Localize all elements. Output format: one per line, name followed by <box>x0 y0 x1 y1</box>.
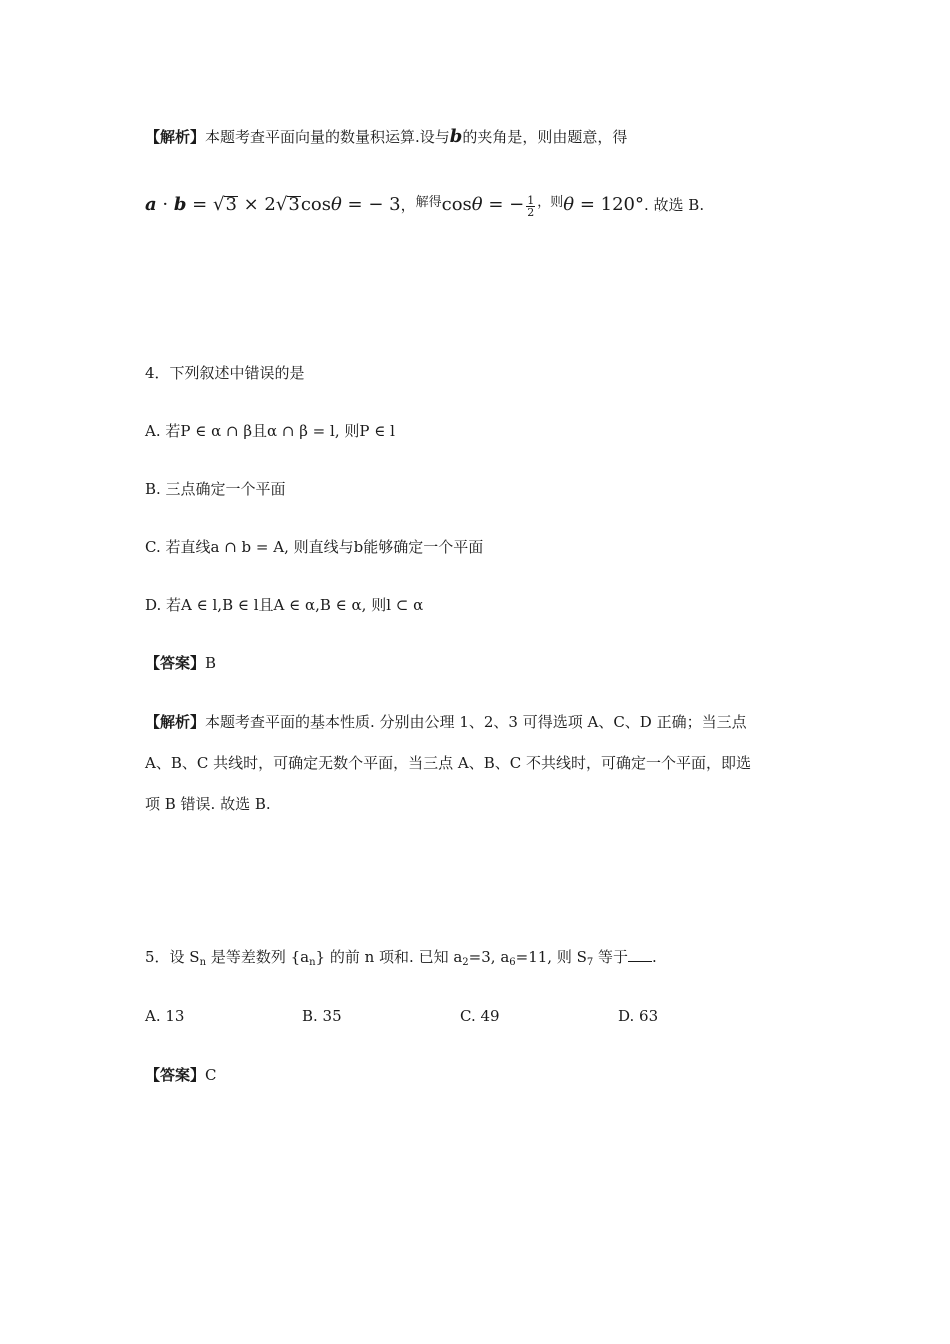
q4-title: 4．下列叙述中错误的是 <box>145 364 305 382</box>
q4-analysis-line-1 <box>145 711 747 733</box>
q5-option-d: D. 63 <box>618 1007 659 1025</box>
q5-sub-2: 2 <box>462 957 469 968</box>
q3-eq-res: = − 3 <box>341 194 401 215</box>
q3-eq-theta3: θ <box>563 194 575 215</box>
q3-analysis-intro: 本题考查平面向量的数量积运算.设与 <box>205 128 450 146</box>
q3-eq-comma1: ， <box>400 196 416 214</box>
q4-answer-tag: 【答案】 <box>145 654 206 672</box>
q5-answer-tag: 【答案】 <box>145 1066 206 1084</box>
q3-equation-line <box>145 192 704 218</box>
q5-option-b: B. 35 <box>302 1007 342 1025</box>
q3-sqrt-sign-2: √ <box>275 194 288 215</box>
q3-sqrt3-b: 3 <box>288 194 300 215</box>
q5-sub-n1: n <box>199 957 207 968</box>
q3-sqrt3-a: 3 <box>225 194 237 215</box>
q3-eq-b: b <box>173 194 187 215</box>
q3-eq-comma2: ，则 <box>537 195 564 210</box>
q3-eq-theta1: θ <box>330 194 342 215</box>
q3-eq-times: × 2 <box>237 194 276 215</box>
q4-analysis-line-3: 项 B 错误. 故选 B. <box>145 795 271 813</box>
q5-sub-n2: n <box>309 957 316 968</box>
q3-eq-120: = 120° <box>574 194 644 215</box>
q4-analysis-tag: 【解析】 <box>145 713 206 731</box>
q5-title-e: =11, 则 S <box>515 948 587 966</box>
q3-eq-solve: 解得 <box>415 195 442 210</box>
q5-title-b: 是等差数列 {a <box>206 948 310 966</box>
q3-eq-theta2: θ <box>471 194 483 215</box>
q5-answer-value: C <box>205 1066 217 1084</box>
q5-title-g: . <box>652 948 657 966</box>
q3-eq-mid1: = <box>186 194 213 215</box>
q4-answer-value: B <box>205 654 217 672</box>
q5-title-a: 5．设 S <box>145 948 200 966</box>
q4-analysis-text-1: 本题考查平面的基本性质. 分别由公理 1、2、3 可得选项 A、C、D 正确；当三点 <box>205 713 747 731</box>
q5-option-a: A. 13 <box>145 1007 185 1025</box>
q5-title-c: } 的前 n 项和. 已知 a <box>315 948 463 966</box>
q5-sub-7: 7 <box>586 957 594 968</box>
q5-sub-6: 6 <box>509 957 516 968</box>
q3-analysis-tag: 【解析】 <box>145 128 206 146</box>
q3-frac-den: 2 <box>527 205 535 219</box>
q3-eq-cos: cos <box>300 194 331 215</box>
q5-answer-blank <box>628 947 652 962</box>
q3-sqrt-sign-1: √ <box>212 194 225 215</box>
q4-option-c: C. 若直线a ∩ b = A, 则直线与b能够确定一个平面 <box>145 538 484 556</box>
q3-eq-end: . 故选 B. <box>644 196 705 214</box>
q4-option-b: B. 三点确定一个平面 <box>145 480 286 498</box>
q3-eq-dot: · <box>156 194 174 215</box>
q3-frac-num: 1 <box>527 193 535 207</box>
q5-title-d: =3, a <box>468 948 510 966</box>
q5-answer <box>145 1064 217 1086</box>
q3-vector-b: b <box>449 126 463 147</box>
q5-title <box>145 946 657 974</box>
q5-option-c: C. 49 <box>460 1007 500 1025</box>
q4-analysis-line-2: A、B、C 共线时，可确定无数个平面，当三点 A、B、C 不共线时，可确定一个平面，即选 <box>145 754 751 772</box>
q5-title-f: 等于 <box>593 948 629 966</box>
q4-option-d: D. 若A ∈ l,B ∈ l且A ∈ α,B ∈ α, 则l ⊂ α <box>145 596 424 614</box>
q3-eq-a: a <box>145 194 157 215</box>
q3-fraction <box>526 195 535 218</box>
q4-answer <box>145 652 216 674</box>
q3-analysis-rest: 的夹角是，则由题意，得 <box>462 128 628 146</box>
q3-eq-neg: = − <box>482 194 525 215</box>
q3-analysis-line <box>145 126 627 148</box>
q3-eq-cos2: cos <box>441 194 472 215</box>
q4-option-a: A. 若P ∈ α ∩ β且α ∩ β = l, 则P ∈ l <box>145 422 395 440</box>
